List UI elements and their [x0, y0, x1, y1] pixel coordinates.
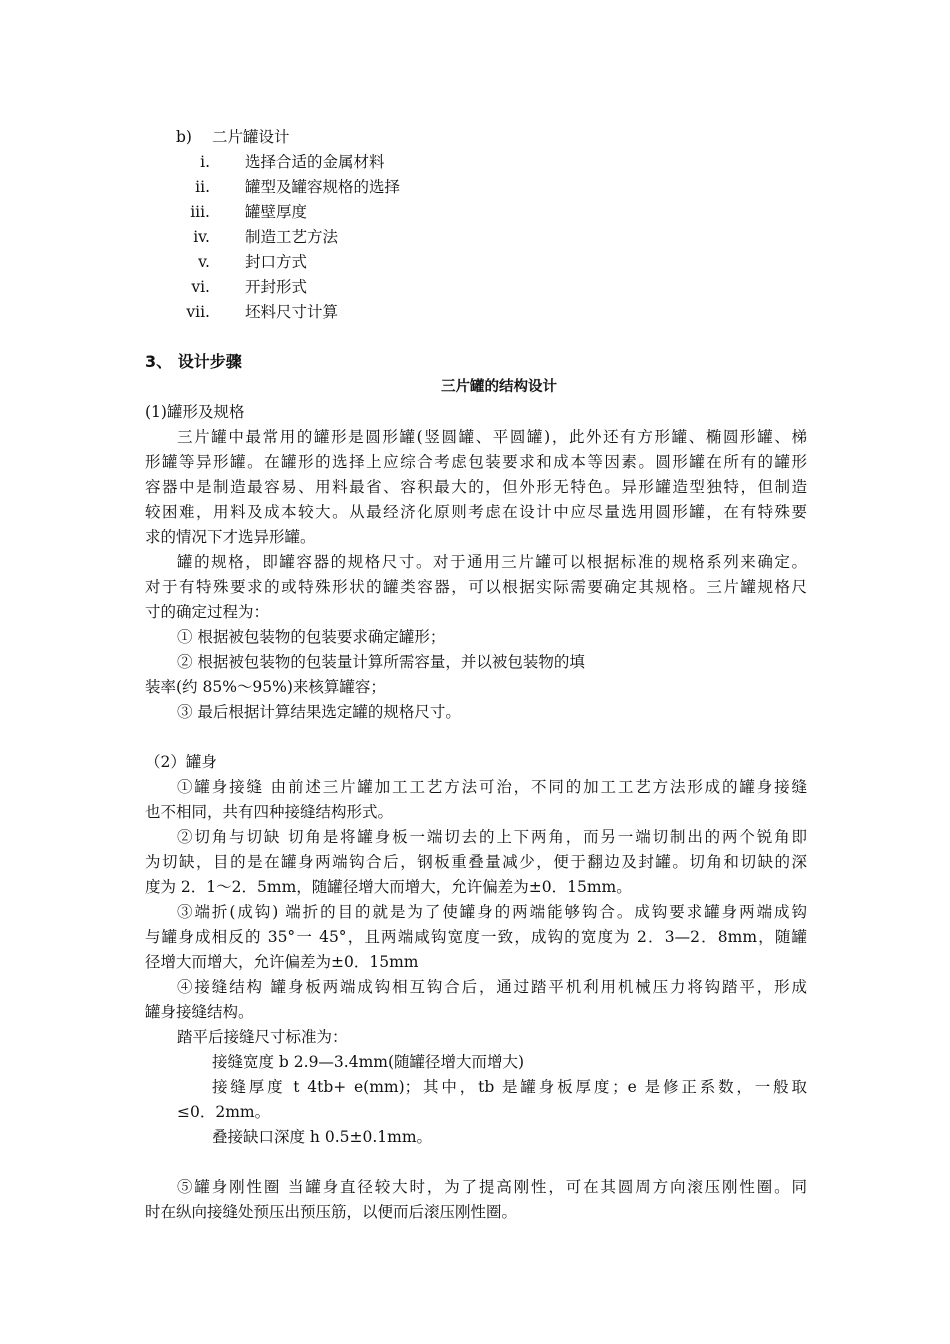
- outline-item-num: iii.: [190, 203, 210, 221]
- outline-item-num: v.: [198, 253, 210, 271]
- paragraph-line: 求的情况下才选异形罐。: [145, 528, 316, 546]
- paragraph-line: ①罐身接缝 由前述三片罐加工工艺方法可治，不同的加工工艺方法形成的罐身接缝: [177, 778, 807, 796]
- spec-line-continued: ≤0．2mm。: [177, 1103, 271, 1121]
- part2-heading: （2）罐身: [145, 753, 217, 771]
- paragraph-line: 罐身接缝结构。: [145, 1003, 254, 1021]
- paragraph-line: ⑤罐身刚性圈 当罐身直径较大时，为了提高刚性，可在其圆周方向滚压刚性圈。同: [177, 1178, 807, 1196]
- list-step: ① 根据被包装物的包装要求确定罐形；: [177, 628, 446, 646]
- paragraph-line: 与罐身成相反的 35°一 45°，且两端咸钩宽度一致，成钩的宽度为 2．3—2．8mm，随罐: [145, 928, 807, 946]
- spec-line: 接缝宽度 b 2.9—3.4mm(随罐径增大而增大): [212, 1053, 525, 1071]
- outline-item-text: 选择合适的金属材料: [245, 153, 385, 171]
- paragraph-line: 寸的确定过程为：: [145, 603, 270, 621]
- paragraph-line: 较困难，用料及成本较大。从最经济化原则考虑在设计中应尽量选用圆形罐，在有特殊要: [145, 503, 807, 521]
- paragraph-line: ③端折(成钩) 端折的目的就是为了使罐身的两端能够钩合。成钩要求罐身两端成钩: [177, 903, 807, 921]
- outline-item-text: 罐壁厚度: [245, 203, 308, 221]
- list-step: ③ 最后根据计算结果选定罐的规格尺寸。: [177, 703, 461, 721]
- paragraph-line: 也不相同，共有四种接缝结构形式。: [145, 803, 394, 821]
- outline-item-num: i.: [200, 153, 210, 171]
- outline-item-text: 开封形式: [245, 278, 308, 296]
- outline-b-title: 二片罐设计: [212, 128, 290, 146]
- paragraph-line: ②切角与切缺 切角是将罐身板一端切去的上下两角，而另一端切制出的两个锐角即: [177, 828, 807, 846]
- paragraph-line: 径增大而增大，允许偏差为±0．15mm: [145, 953, 419, 971]
- outline-item-text: 制造工艺方法: [245, 228, 339, 246]
- outline-item-text: 封口方式: [245, 253, 308, 271]
- list-step-continued: 装率(约 85%～95%)来核算罐容；: [145, 678, 386, 696]
- section-subtitle: 三片罐的结构设计: [441, 379, 557, 395]
- outline-b-marker: b): [176, 128, 192, 146]
- paragraph-line: 形罐等异形罐。在罐形的选择上应综合考虑包装要求和成本等因素。圆形罐在所有的罐形: [145, 453, 807, 471]
- paragraph-line: 对于有特殊要求的或特殊形状的罐类容器，可以根据实际需要确定其规格。三片罐规格尺: [145, 578, 807, 596]
- outline-item-text: 罐型及罐容规格的选择: [245, 178, 401, 196]
- outline-item-num: vi.: [191, 278, 210, 296]
- spec-line: 叠接缺口深度 h 0.5±0.1mm。: [212, 1128, 433, 1146]
- section-heading: 3、 设计步骤: [145, 352, 242, 371]
- paragraph-line: 时在纵向接缝处预压出预压筋，以便而后滚压刚性圈。: [145, 1203, 518, 1221]
- outline-item-num: ii.: [195, 178, 210, 196]
- paragraph-line: 度为 2．1～2．5mm，随罐径增大而增大，允许偏差为±0．15mm。: [145, 878, 632, 896]
- outline-item-text: 坯料尺寸计算: [245, 303, 339, 321]
- paragraph-line: 为切缺，目的是在罐身两端钩合后，钢板重叠量减少，便于翻边及封罐。切角和切缺的深: [145, 853, 807, 871]
- paragraph-line: 三片罐中最常用的罐形是圆形罐(竖圆罐、平圆罐)，此外还有方形罐、椭圆形罐、梯: [177, 428, 807, 446]
- outline-item-num: iv.: [193, 228, 210, 246]
- paragraph-line: 踏平后接缝尺寸标准为：: [177, 1028, 348, 1046]
- list-step: ② 根据被包装物的包装量计算所需容量，并以被包装物的填: [177, 653, 585, 671]
- paragraph-line: ④接缝结构 罐身板两端成钩相互钩合后，通过踏平机利用机械压力将钩踏平，形成: [177, 978, 807, 996]
- paragraph-line: 容器中是制造最容易、用料最省、容积最大的，但外形无特色。异形罐造型独特，但制造: [145, 478, 807, 496]
- paragraph-line: 罐的规格，即罐容器的规格尺寸。对于通用三片罐可以根据标准的规格系列来确定。: [177, 553, 807, 571]
- part1-heading: (1)罐形及规格: [145, 403, 245, 421]
- spec-line: 接缝厚度 t 4tb+ e(mm)；其中，tb 是罐身板厚度；e 是修正系数，一般取: [212, 1078, 807, 1096]
- outline-item-num: vii.: [186, 303, 210, 321]
